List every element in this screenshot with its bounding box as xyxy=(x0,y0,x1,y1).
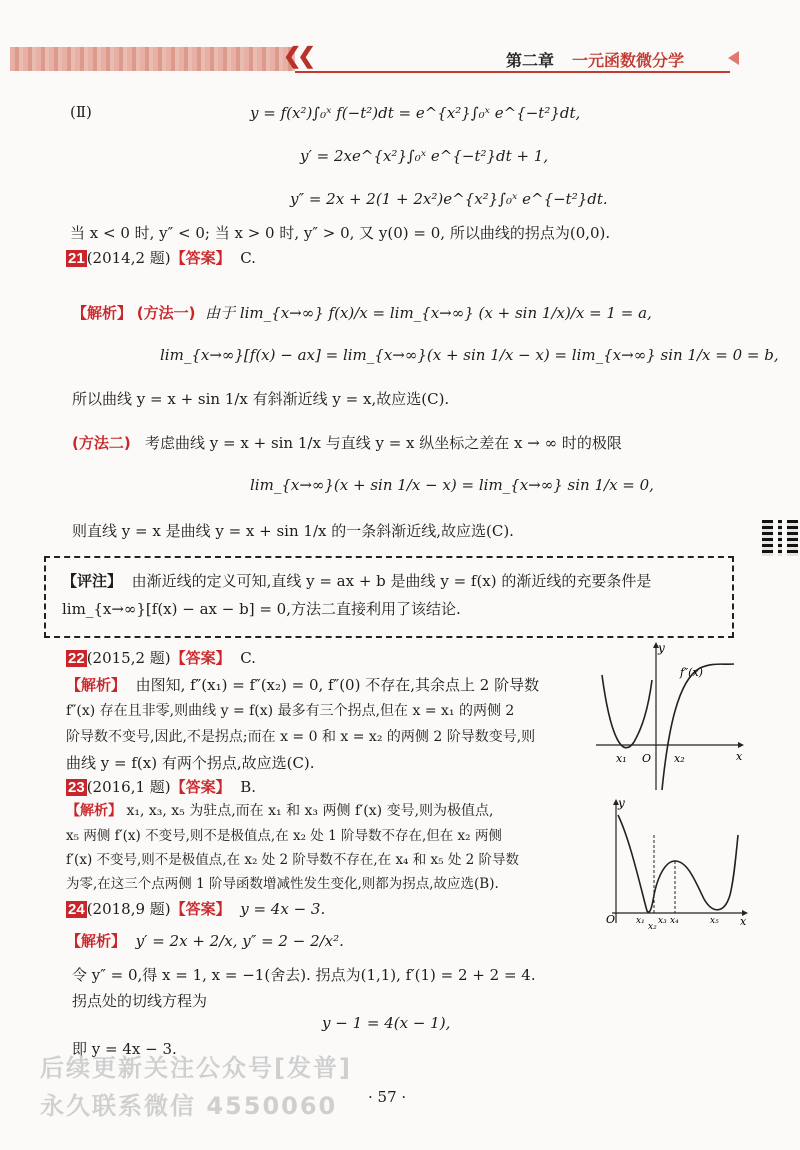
q24-answer-tag: 【答案】 xyxy=(170,900,231,918)
q21-method1-line1 xyxy=(72,302,652,323)
q21-m2-conclusion: 则直线 y = x 是曲线 y = x + sin 1/x 的一条斜渐近线,故应选(C). xyxy=(72,522,514,540)
q21-heading xyxy=(66,247,256,268)
chapter-label: 第二章 xyxy=(506,51,555,70)
q23-fig-x5-label: x₅ xyxy=(710,916,719,926)
q24-meta: (2018,9 题) xyxy=(86,900,171,918)
q24-text2: 令 y″ = 0,得 x = 1, x = −1(舍去). 拐点为(1,1), f′(1) = 2 + 2 = 4. xyxy=(72,966,536,984)
q21-m1-limit-b: lim_{x→∞}[f(x) − ax] = lim_{x→∞}(x + sin 1/x − x) = lim_{x→∞} sin 1/x = 0 = b, xyxy=(160,346,779,364)
q21-m1-limit-a: 由于 lim_{x→∞} f(x)/x = lim_{x→∞} (x + sin 1/x)/x = 1 = a, xyxy=(205,304,652,322)
chapter-title: 一元函数微分学 xyxy=(572,51,685,70)
q24-text3: 拐点处的切线方程为 xyxy=(72,992,208,1010)
q23-analysis-tag: 【解析】 xyxy=(66,803,122,819)
q24-tangent-eq: y − 1 = 4(x − 1), xyxy=(322,1014,451,1032)
q22-fig-x2-label: x₂ xyxy=(674,752,685,765)
q23-text1: x₁, x₃, x₅ 为驻点,而在 x₁ 和 x₃ 两侧 f′(x) 变号,则为极值点, xyxy=(126,803,494,819)
q22-analysis-tag: 【解析】 xyxy=(66,676,127,694)
q24-answer: y = 4x − 3. xyxy=(240,900,326,918)
q22-heading xyxy=(66,647,256,668)
q23-analysis-line1 xyxy=(66,800,493,820)
header-decor-band xyxy=(10,47,295,71)
q23-heading xyxy=(66,776,256,797)
q23-fig-x3-label: x₃ xyxy=(658,916,667,926)
q22-fig-origin-label: O xyxy=(642,752,652,765)
note-box xyxy=(44,556,734,638)
q23-answer: B. xyxy=(240,778,257,796)
part2-conclusion: 当 x < 0 时, y″ < 0; 当 x > 0 时, y″ > 0, 又 y(0) = 0, 所以曲线的拐点为(0,0). xyxy=(70,224,611,242)
note-tag: 【评注】 xyxy=(62,572,123,590)
note-line2: lim_{x→∞}[f(x) − ax − b] = 0,方法二直接利用了该结论. xyxy=(62,600,461,618)
q24-analysis-line1 xyxy=(66,930,344,951)
q23-fig-origin-label: O xyxy=(606,913,616,926)
part-label: (Ⅱ) xyxy=(70,103,92,121)
q22-fig-x1-label: x₁ xyxy=(616,752,627,765)
equation-y: y = f(x²)∫₀ˣ f(−t²)dt = e^{x²}∫₀ˣ e^{−t²}dt, xyxy=(250,104,581,122)
equation-y-prime: y′ = 2xe^{x²}∫₀ˣ e^{−t²}dt + 1, xyxy=(300,147,549,165)
q23-text2: x₅ 两侧 f′(x) 不变号,则不是极值点,在 x₂ 处 1 阶导数不存在,但在 x₂ 两侧 xyxy=(66,828,502,844)
q22-meta: (2015,2 题) xyxy=(86,649,171,667)
q21-m2-text: 考虑曲线 y = x + sin 1/x 与直线 y = x 纵坐标之差在 x → ∞ 时的极限 xyxy=(145,434,622,452)
q23-answer-tag: 【答案】 xyxy=(170,778,231,796)
equation-y-second: y″ = 2x + 2(1 + 2x²)e^{x²}∫₀ˣ e^{−t²}dt. xyxy=(290,190,608,208)
watermark-line1: 后续更新关注公众号[发普] xyxy=(40,1054,352,1082)
page-number: · 57 · xyxy=(368,1088,407,1106)
qr-code-icon xyxy=(762,520,798,556)
q21-m1-conclusion: 所以曲线 y = x + sin 1/x 有斜渐近线 y = x,故应选(C). xyxy=(72,390,450,408)
q24-heading xyxy=(66,898,325,919)
q22-text4: 曲线 y = f(x) 有两个拐点,故应选(C). xyxy=(66,754,315,772)
q23-fig-x4-label: x₄ xyxy=(670,916,679,926)
q23-fig-x1-label: x₁ xyxy=(636,916,645,926)
q22-fig-x-label: x xyxy=(736,750,743,763)
q22-answer: C. xyxy=(240,649,256,667)
q23-meta: (2016,1 题) xyxy=(86,778,171,796)
header-rule xyxy=(295,71,730,73)
watermark-line2: 永久联系微信 4550060 xyxy=(40,1092,338,1120)
note-text1: 由渐近线的定义可知,直线 y = ax + b 是曲线 y = f(x) 的渐近线的充要条件是 xyxy=(131,572,652,590)
q22-text1: 由图知, f″(x₁) = f″(x₂) = 0, f″(0) 不存在,其余点上 2 阶导数 xyxy=(135,676,540,694)
q22-text3: 阶导数不变号,因此,不是拐点;而在 x = 0 和 x = x₂ 的两侧 2 阶导数变号,则 xyxy=(66,729,536,745)
q24-analysis-tag: 【解析】 xyxy=(66,932,127,950)
q21-number: 21 xyxy=(68,250,85,267)
q23-fig-x-label: x xyxy=(740,915,747,928)
q21-answer: C. xyxy=(240,249,256,267)
header-arrows-icon: ❮❮ xyxy=(283,43,312,69)
q23-text4: 为零,在这三个点两侧 1 阶导函数增减性发生变化,则都为拐点,故应选(B). xyxy=(66,876,499,892)
q23-number: 23 xyxy=(68,779,85,796)
q24-number: 24 xyxy=(68,901,85,918)
q24-derivatives: y′ = 2x + 2/x, y″ = 2 − 2/x². xyxy=(135,932,344,950)
q21-method2-tag: (方法二) xyxy=(72,434,131,452)
q23-fig-x2-label: x₂ xyxy=(648,922,657,930)
q22-fig-curve-label: f″(x) xyxy=(680,666,703,679)
q21-method1-tag: (方法一) xyxy=(136,304,196,322)
q21-answer-tag: 【答案】 xyxy=(170,249,231,267)
q24-final: 即 y = 4x − 3. xyxy=(72,1040,177,1058)
q22-figure xyxy=(596,640,746,790)
q23-fig-y-label: y xyxy=(618,796,625,810)
q21-meta: (2014,2 题) xyxy=(86,249,171,267)
note-line1 xyxy=(62,570,651,591)
q22-fig-y-label: y xyxy=(658,641,665,655)
q23-text3: f′(x) 不变号,则不是极值点,在 x₂ 处 2 阶导数不存在,在 x₄ 和 x₅ 处 2 阶导数 xyxy=(66,852,520,868)
q21-m2-limit: lim_{x→∞}(x + sin 1/x − x) = lim_{x→∞} sin 1/x = 0, xyxy=(250,476,654,494)
q21-analysis-tag: 【解析】 xyxy=(72,304,133,322)
q22-answer-tag: 【答案】 xyxy=(170,649,231,667)
q22-number: 22 xyxy=(68,650,85,667)
q21-method2-line1 xyxy=(72,432,622,453)
q23-figure xyxy=(600,795,750,930)
q22-analysis-line1 xyxy=(66,674,539,695)
header-triangle-icon xyxy=(728,51,739,65)
q22-text2: f″(x) 存在且非零,则曲线 y = f(x) 最多有三个拐点,但在 x = x₁ 的两侧 2 xyxy=(66,703,515,719)
